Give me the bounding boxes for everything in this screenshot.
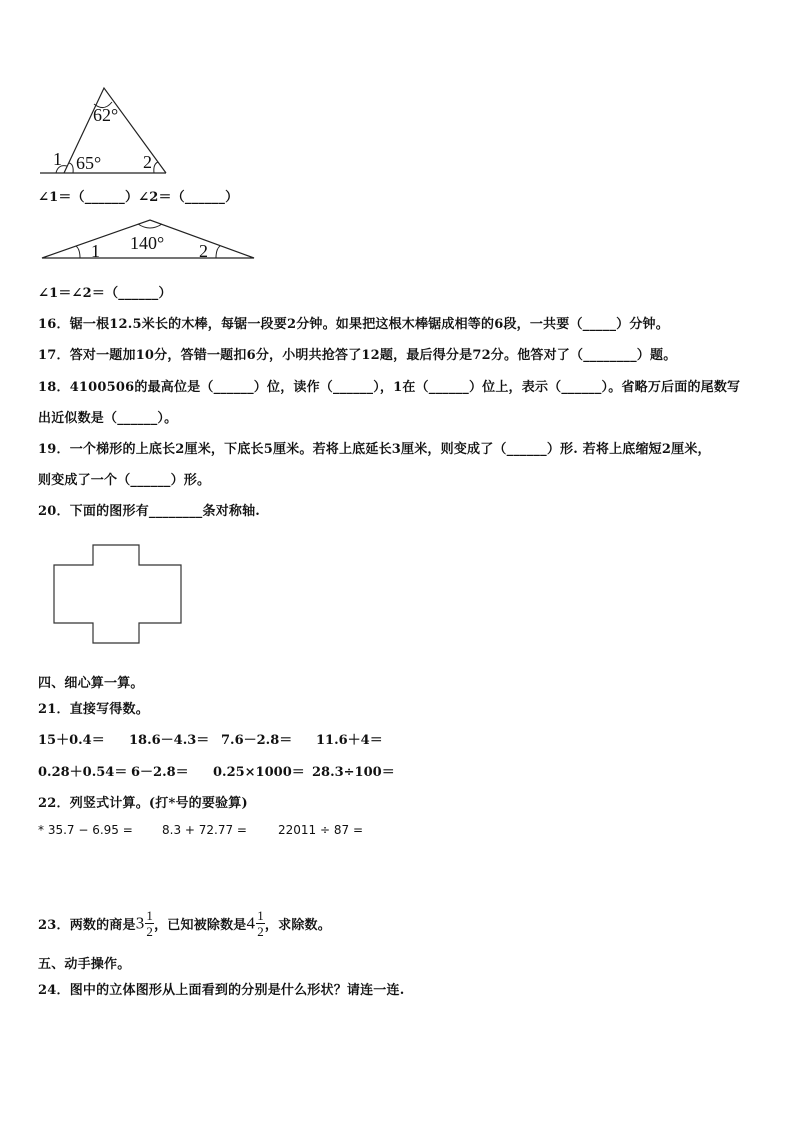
angle-1-label-2: 1 [91,241,100,261]
calc-1-1: 15＋0.4＝ [38,733,105,748]
angle-140-label: 140° [130,233,165,253]
calc-1-4: 11.6＋4＝ [316,733,383,748]
frac1-whole: 3 [135,913,145,933]
question-angles-2: ∠1＝∠2＝（______） [38,286,172,301]
calc-1-3: 7.6－2.8＝ [221,733,293,748]
question-19-line2: 则变成了一个（______）形。 [38,473,211,488]
question-angles-1: ∠1＝（______）∠2＝（______） [38,190,239,205]
frac2-numerator: 1 [257,908,264,923]
q23-suffix: ，求除数。 [264,918,331,933]
mixed-fraction-2 [247,908,265,939]
section-4-heading: 四、细心算一算。 [38,676,144,691]
angle-62-label: 62° [93,105,119,125]
angle-65-label: 65° [76,153,102,173]
vertical-calc-3: 22011 ÷ 87 = [278,823,363,837]
vertical-calc-1: * 35.7 − 6.95 = [38,823,133,837]
question-17: 17．答对一题加10分，答错一题扣6分，小明共抢答了12题，最后得分是72分。他答对了（________）题。 [38,348,677,363]
question-19-line1: 19．一个梯形的上底长2厘米，下底长5厘米。若将上底延长3厘米，则变成了（______）形. 若将上底缩短2厘米， [38,442,711,457]
question-24: 24．图中的立体图形从上面看到的分别是什么形状？请连一连. [38,983,405,998]
question-20: 20．下面的图形有________条对称轴. [38,504,261,519]
question-22: 22．列竖式计算。(打*号的要验算) [38,796,248,811]
frac1-numerator: 1 [146,908,154,923]
calc-1-2: 18.6－4.3＝ [129,733,210,748]
calc-2-2: 6－2.8＝ [131,765,189,780]
angle-2-label-2: 2 [199,241,208,261]
question-18-line1: 18．4100506的最高位是（______）位，读作（______），1在（______）位上，表示（______）。省略万后面的尾数写 [38,380,741,395]
cross-shape-figure [52,543,184,645]
vertical-calc-2: 8.3 + 72.77 = [162,823,247,837]
frac1-denominator: 2 [146,924,154,939]
frac2-whole: 4 [246,913,256,933]
section-5-heading: 五、动手操作。 [38,957,131,972]
question-16: 16．锯一根12.5米长的木棒，每锯一段要2分钟。如果把这根木棒锯成相等的6段，一共要（_____）分钟。 [38,317,669,332]
q23-prefix: 23．两数的商是 [38,918,136,933]
question-18-line2: 出近似数是（______）。 [38,411,178,426]
calc-2-4: 28.3÷100＝ [312,765,395,780]
calc-2-1: 0.28＋0.54＝ [38,765,128,780]
question-21: 21．直接写得数。 [38,702,149,717]
question-23 [38,908,331,939]
frac2-denominator: 2 [257,924,264,939]
q23-middle: ，已知被除数是 [154,918,247,933]
mixed-fraction-1 [136,908,154,939]
angle-2-label: 2 [143,152,152,172]
angle-1-label: 1 [53,149,62,169]
calc-2-3: 0.25×1000＝ [213,765,305,780]
